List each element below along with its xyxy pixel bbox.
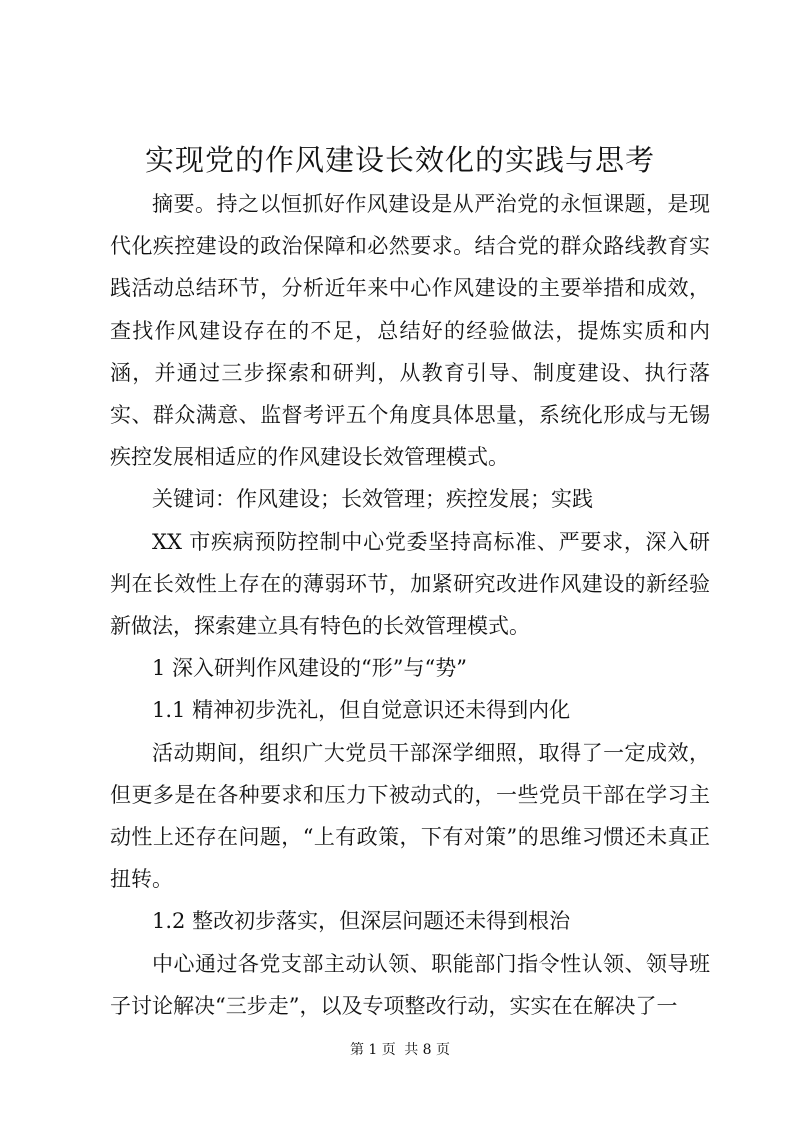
document-body bbox=[110, 183, 710, 1027]
page-footer bbox=[0, 1040, 800, 1060]
subsection-heading-1-2: 1.2 整改初步落实，但深层问题还未得到根治 bbox=[152, 909, 571, 934]
intro-paragraph: XX 市疾病预防控制中心党委坚持高标准、严要求，深入研判在长效性上存在的薄弱环节，加紧研究改进作风建设的新经验新做法，探索建立具有特色的长效管理模式。 bbox=[110, 529, 710, 639]
keywords-paragraph: 关键词：作风建设；长效管理；疾控发展；实践 bbox=[152, 487, 593, 512]
document-title: 实现党的作风建设长效化的实践与思考 bbox=[144, 143, 655, 177]
subsection-heading-1-1: 1.1 精神初步洗礼，但自觉意识还未得到内化 bbox=[152, 698, 571, 723]
page-total: 共 8 页 bbox=[404, 1042, 451, 1058]
body-paragraph: 活动期间，组织广大党员干部深学细照，取得了一定成效，但更多是在各种要求和压力下被动式的，一些党员干部在学习主动性上还存在问题，“上有政策，下有对策”的思维习惯还未真正扭转。 bbox=[110, 740, 710, 892]
page-number: 第 1 页 bbox=[349, 1042, 396, 1058]
abstract-paragraph: 摘要。持之以恒抓好作风建设是从严治党的永恒课题，是现代化疾控建设的政治保障和必然要求。结合党的群众路线教育实践活动总结环节，分析近年来中心作风建设的主要举措和成效，查找作风建设存在的不足，总结好的经验做法，提炼实质和内涵，并通过三步探索和研判，从教育引导、制度建设、执行落实、群众满意、监督考评五个角度具体思量，系统化形成与无锡疾控发展相适应的作风建设长效管理模式。 bbox=[110, 192, 710, 470]
body-paragraph: 中心通过各党支部主动认领、职能部门指令性认领、领导班子讨论解决“三步走”，以及专项整改行动，实实在在解决了一 bbox=[110, 951, 710, 1018]
section-heading-1: 1 深入研判作风建设的“形”与“势” bbox=[152, 656, 467, 681]
